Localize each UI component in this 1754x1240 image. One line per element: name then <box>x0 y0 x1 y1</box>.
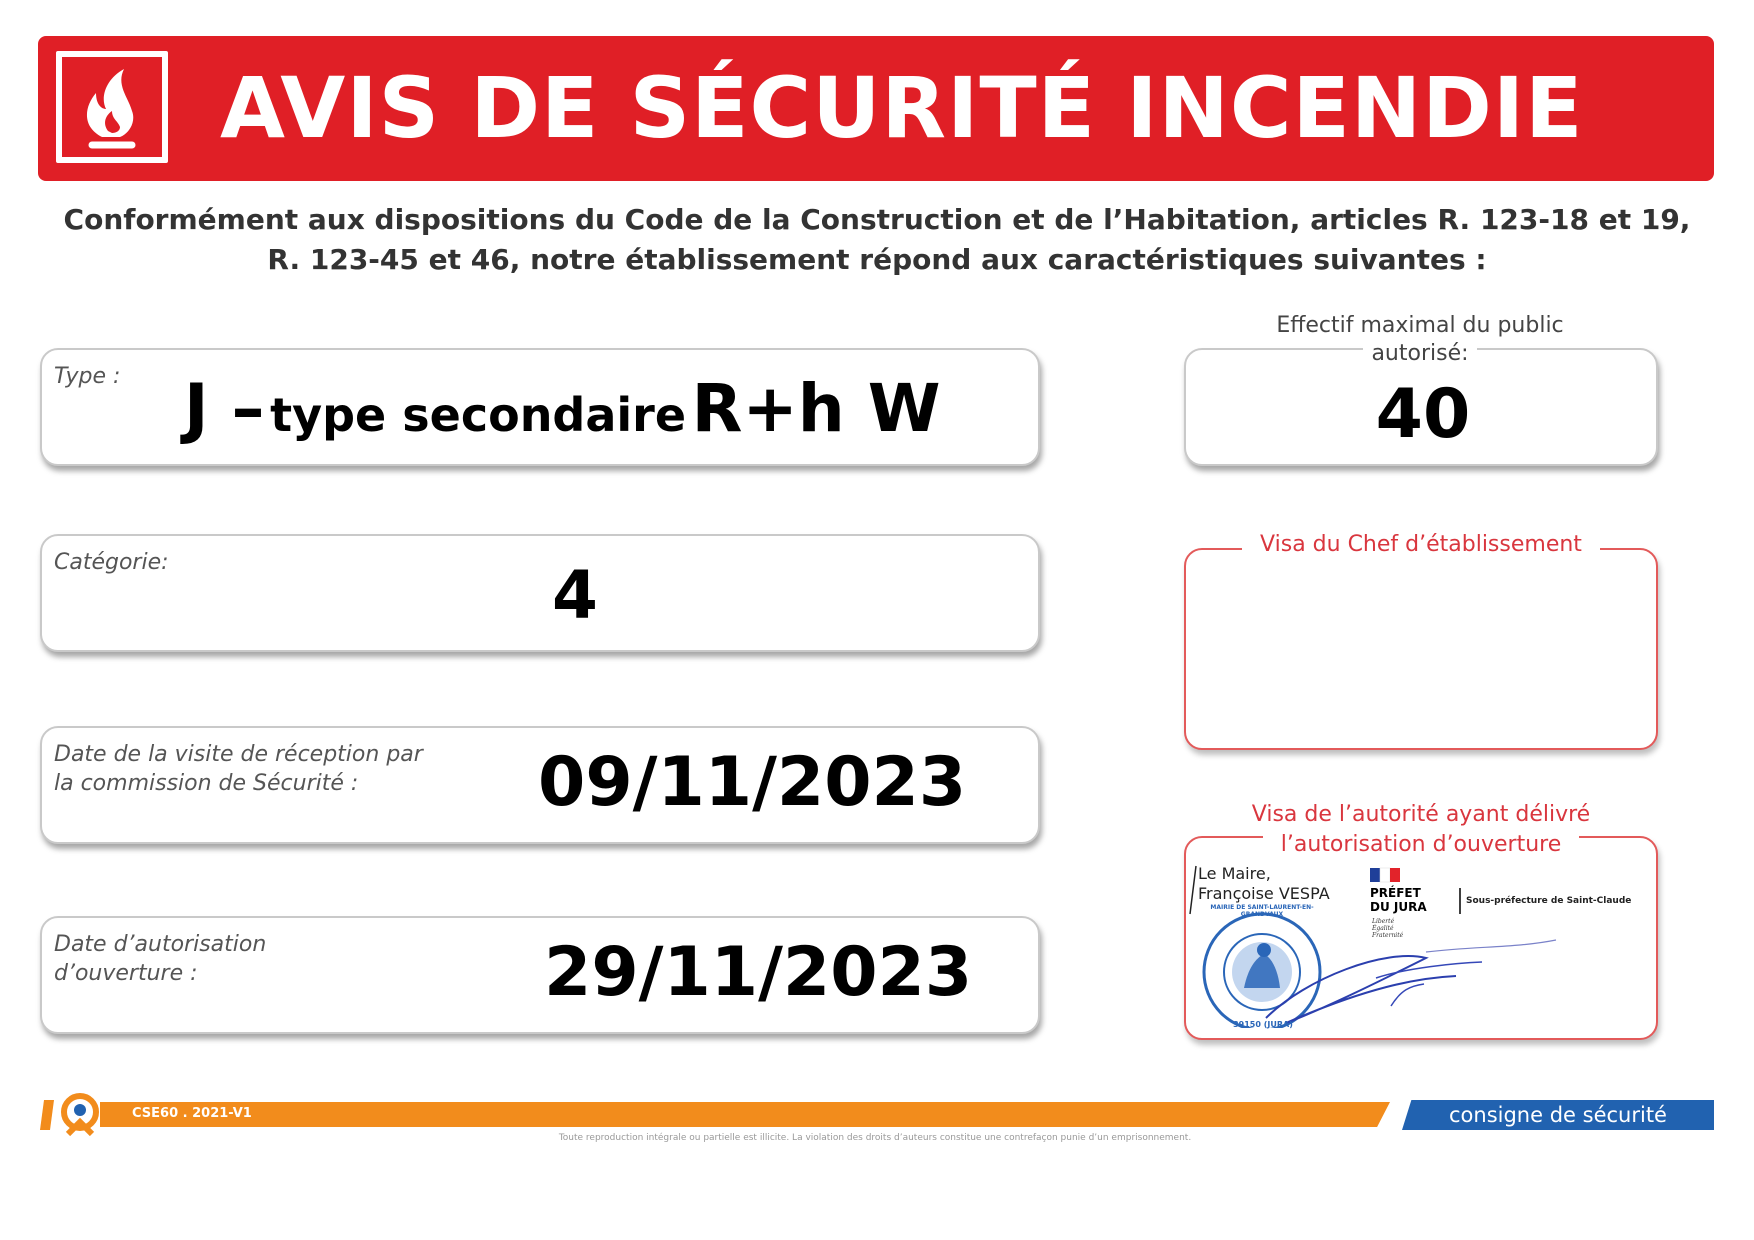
mayor-line-1: Le Maire, <box>1198 864 1271 883</box>
category-label: Catégorie: <box>54 550 169 575</box>
category-field <box>40 534 1040 652</box>
footer-code: CSE60 . 2021-V1 <box>132 1106 252 1121</box>
reception-date-label-line-2: la commission de Sécurité : <box>54 771 359 796</box>
type-label: Type : <box>54 364 121 389</box>
footer-consigne: consigne de sécurité <box>1449 1103 1667 1127</box>
effectif-label-line-1: Effectif maximal du public <box>1200 312 1640 340</box>
reception-date-label <box>54 740 423 798</box>
visa-autorite-title <box>1184 800 1658 860</box>
visa-chef-box <box>1184 548 1658 750</box>
mayor-line-2: Françoise VESPA <box>1198 884 1330 903</box>
footer-orange-bar <box>100 1102 1390 1127</box>
signature-area <box>1186 858 1646 1028</box>
authorization-date-label-line-1: Date d’autorisation <box>54 932 267 957</box>
prefet-label <box>1370 886 1427 914</box>
type-field <box>40 348 1040 466</box>
footer-legal-notice: Toute reproduction intégrale ou partielle est illicite. La violation des droits d’auteurs constitue une contrefaçon punie d’un emprisonnement. <box>558 1133 1192 1143</box>
intro-text <box>60 200 1694 280</box>
title-banner <box>38 36 1714 181</box>
sous-prefecture-label: Sous-préfecture de Saint-Claude <box>1466 896 1632 906</box>
authorization-date-field <box>40 916 1040 1034</box>
fire-icon <box>56 51 168 163</box>
intro-line-2: R. 123-45 et 46, notre établissement répond aux caractéristiques suivantes : <box>267 243 1487 276</box>
type-value-middle: type secondaire <box>270 388 687 442</box>
visa-autorite-title-line-1: Visa de l’autorité ayant délivré <box>1184 800 1658 830</box>
stamp-ring-text: MAIRIE DE SAINT-LAURENT-EN-GRANDVAUX <box>1210 904 1314 918</box>
effectif-label <box>1200 312 1640 368</box>
reception-date-value: 09/11/2023 <box>538 743 967 822</box>
intro-line-1: Conformément aux dispositions du Code de la Construction et de l’Habitation, articles R. 123-18 et 19, <box>63 203 1691 236</box>
authorization-date-label <box>54 930 266 988</box>
effectif-value: 40 <box>1375 375 1471 454</box>
visa-chef-title: Visa du Chef d’établissement <box>1184 530 1658 560</box>
stamp-text: 39150 (JURA) <box>1233 1020 1293 1029</box>
authorization-date-value: 29/11/2023 <box>544 933 973 1012</box>
mayor-name <box>1198 864 1330 904</box>
effectif-label-line-2: autorisé: <box>1200 340 1640 368</box>
page-title: AVIS DE SÉCURITÉ INCENDIE <box>220 59 1584 157</box>
reception-date-field <box>40 726 1040 844</box>
prefet-line-1: PRÉFET <box>1370 886 1421 900</box>
category-value: 4 <box>552 557 598 634</box>
visa-autorite-title-line-2: l’autorisation d’ouverture <box>1184 830 1658 860</box>
republic-motto: Liberté Égalité Fraternité <box>1372 918 1404 939</box>
type-value-prefix: J – <box>184 370 265 447</box>
prefet-line-2: DU JURA <box>1370 900 1427 914</box>
reception-date-label-line-1: Date de la visite de réception par <box>54 742 423 767</box>
type-value-suffix: R+h W <box>691 370 941 447</box>
type-value <box>184 372 941 463</box>
authorization-date-label-line-2: d’ouverture : <box>54 961 198 986</box>
